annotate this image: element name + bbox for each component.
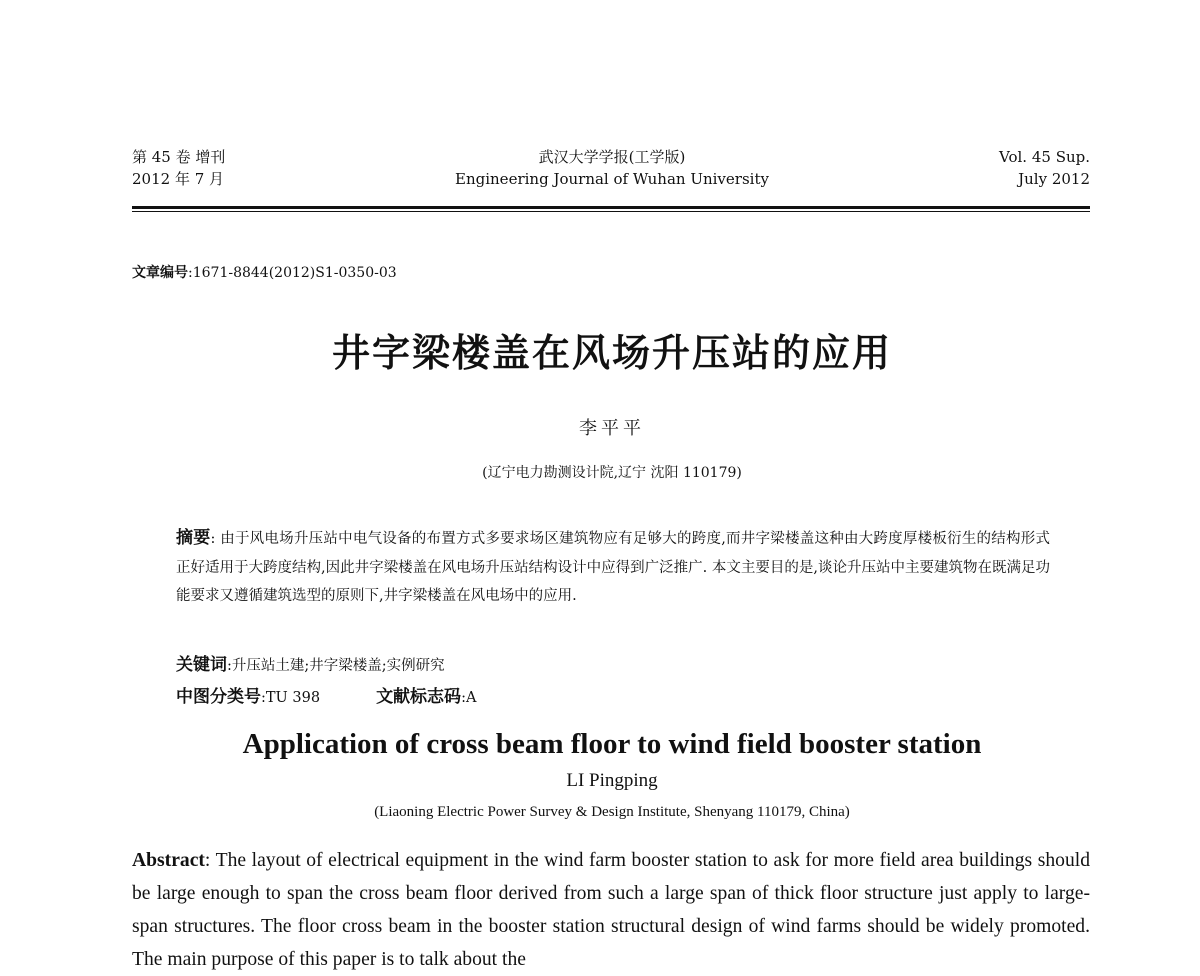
volume-en: Vol. 45 Sup. — [999, 148, 1090, 166]
date-cn: 2012 年 7 月 — [132, 170, 225, 188]
header-rule-thin — [132, 211, 1090, 212]
author-cn: 李平平 — [579, 418, 645, 439]
journal-name-cn: 武汉大学学报(工学版) — [538, 148, 686, 166]
abstract-cn-label: 摘要 — [176, 528, 211, 548]
affiliation-cn: (辽宁电力勘测设计院,辽宁 沈阳 110179) — [482, 465, 742, 481]
article-number — [132, 262, 397, 282]
journal-issue-en — [999, 146, 1090, 190]
header-rule-thick — [132, 206, 1090, 209]
volume-cn: 第 45 卷 增刊 — [132, 148, 226, 166]
journal-name-en: Engineering Journal of Wuhan University — [455, 170, 769, 188]
keywords-cn-label: 关键词 — [176, 655, 227, 675]
class-value: :TU 398 — [261, 690, 321, 706]
abstract-cn — [176, 524, 1050, 611]
doc-code-label: 文献标志码 — [376, 687, 462, 707]
page-title-cn: 井字梁楼盖在风场升压站的应用 — [331, 331, 892, 375]
affiliation-en: (Liaoning Electric Power Survey & Design Institute, Shenyang 110179, China) — [374, 804, 850, 820]
keywords-cn-text: :升压站土建;井字梁楼盖;实例研究 — [227, 658, 445, 674]
author-en: LI Pingping — [566, 770, 658, 791]
page-title-en: Application of cross beam floor to wind field booster station — [242, 728, 982, 760]
article-number-value: :1671-8844(2012)S1-0350-03 — [188, 265, 397, 281]
abstract-en — [132, 844, 1090, 976]
abstract-cn-text: : 由于风电场升压站中电气设备的布置方式多要求场区建筑物应有足够大的跨度,而井字梁楼盖这种由大跨度厚楼板衍生的结构形式正好适用于大跨度结构,因此井字梁楼盖在风电场升压站结构设计中应得到广泛推广. 本文主要目的是,谈论升压站中主要建筑物在既满足功能要求又遵循建筑选型的原则下,井字梁楼盖在风电场中的应用. — [176, 531, 1051, 604]
classification-cn — [176, 682, 476, 707]
class-label: 中图分类号 — [176, 687, 261, 707]
date-en: July 2012 — [1018, 170, 1090, 188]
abstract-en-text: : The layout of electrical equipment in the wind farm booster station to ask for more field area buildings should be large enough to span the cross beam floor derived from such a large span of thick floor structure just apply to large-span structures. The floor cross beam in the booster station structural design of wind farms should be widely promoted. The main purpose of this paper is to talk about the — [132, 850, 1090, 970]
doc-code-value: :A — [461, 690, 477, 706]
abstract-en-label: Abstract — [132, 850, 205, 871]
keywords-cn — [176, 650, 445, 675]
article-number-label: 文章编号 — [132, 265, 188, 281]
